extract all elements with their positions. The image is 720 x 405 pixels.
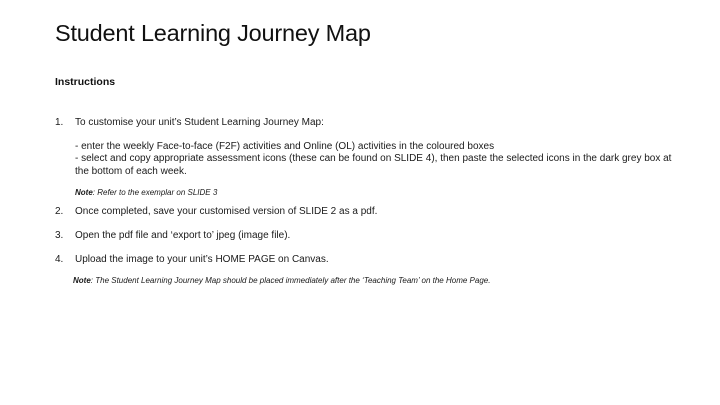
step-number: 4.	[55, 254, 64, 265]
step-text: Once completed, save your customised version of SLIDE 2 as a pdf.	[75, 206, 378, 217]
step-text: Open the pdf file and ‘export to’ jpeg (image file).	[75, 230, 291, 241]
step-text: Upload the image to your unit’s HOME PAGE on Canvas.	[75, 254, 329, 265]
step-body	[75, 117, 685, 200]
note-text: : Refer to the exemplar on SLIDE 3	[92, 188, 218, 197]
note-label: Note	[75, 188, 93, 197]
note-label: Note	[73, 276, 91, 285]
note-text: : The Student Learning Journey Map should be placed immediately after the ‘Teaching Team’ on the Home Page.	[90, 276, 491, 285]
instructions-heading: Instructions	[55, 76, 116, 88]
step-bullet: - enter the weekly Face-to-face (F2F) activities and Online (OL) activities in the coloured boxes	[75, 140, 495, 152]
page-title: Student Learning Journey Map	[55, 20, 371, 46]
step-text: To customise your unit’s Student Learning Journey Map:	[75, 117, 324, 128]
step-number: 1.	[55, 117, 64, 128]
step-note	[75, 187, 685, 200]
final-note	[73, 276, 490, 285]
step-number: 3.	[55, 230, 64, 241]
step-number: 2.	[55, 206, 64, 217]
step-bullet: - select and copy appropriate assessment icons (these can be found on SLIDE 4), then paste the selected icons in the dark grey box at the bottom of each week.	[75, 153, 672, 177]
